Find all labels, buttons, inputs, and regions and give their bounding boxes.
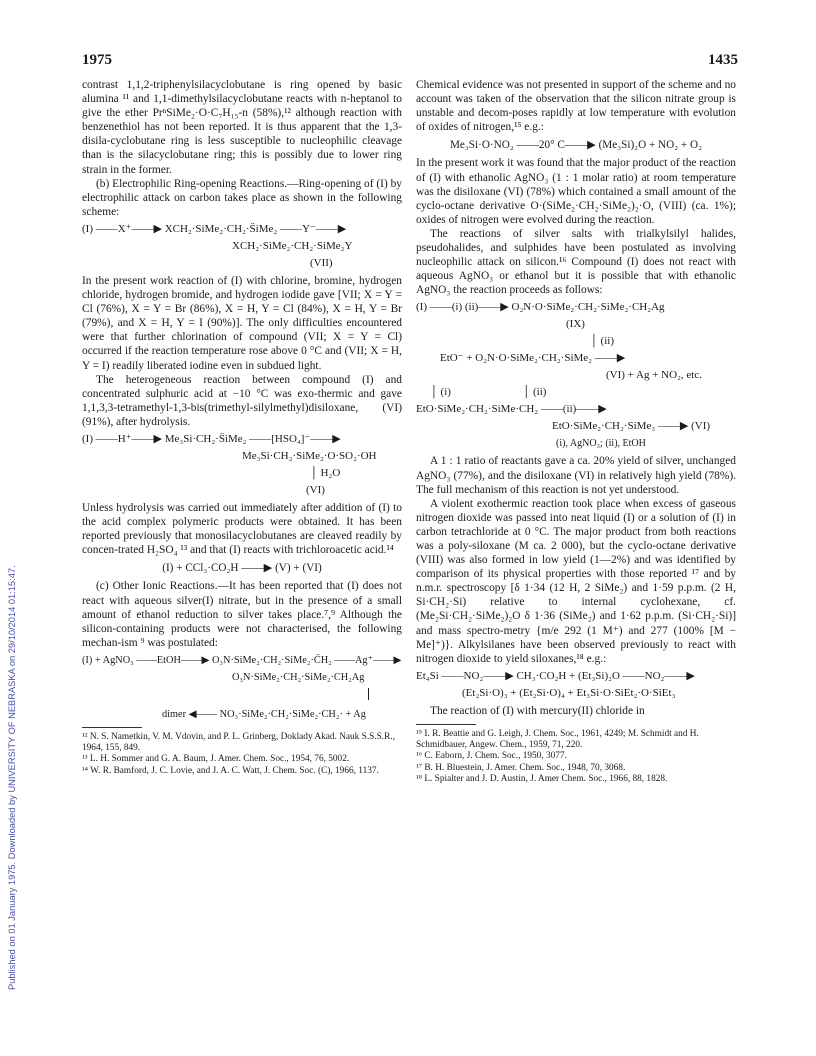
scheme-line: │ (i) │ (ii)	[430, 386, 547, 399]
paragraph: In the present work it was found that the major product of the reaction of (I) with ethanolic AgNO₃ (1 : 1 molar ratio) at room temperature was the disiloxane (VI) (78%) which contained a small amount of the cyclo-octane derivative O·(SiMe₂·CH₂·SiMe₂)₂·O, (VIII) (ca. 1%); oxides of nitrogen were evolved during the reaction.	[416, 157, 736, 226]
scheme-line: (Et₂Si·O)₃ + (Et₂Si·O)₄ + Et₃Si·O·SiEt₂·O·SiEt₃	[462, 686, 676, 699]
left-column	[82, 78, 402, 777]
page-number: 1435	[708, 52, 738, 68]
footnote: ¹⁷ B. H. Bluestein, J. Amer. Chem. Soc., 1948, 70, 3068.	[416, 762, 626, 773]
footnote-rule	[82, 727, 142, 728]
paragraph: The heterogeneous reaction between compound (I) and concentrated sulphuric acid at −10 °C was exo-thermic and gave 1,1,3,3-tetramethyl-1,3-bis(trimethyl-silylmethyl)disiloxane, (VI) (91%), after hydrolysis.	[82, 373, 402, 428]
scheme-arrow	[82, 688, 402, 704]
scheme-key: (i), AgNO₃; (ii), EtOH	[556, 438, 646, 450]
equation: (I) + CCl₃·CO₂H ——▶ (V) + (VI)	[162, 562, 322, 575]
scheme-line: (VI) + Ag + NO₂, etc.	[606, 369, 702, 382]
paragraph: contrast 1,1,2-triphenylsilacyclobutane is ring opened by basic alumina ¹¹ and 1,1-dimethylsilacyclobutane reacts with n-heptanol to give the ether PrⁿSiMe₂·O·C₇H₁₅-n (58%),¹² although reaction with benzenethiol has not been reported. It is thus apparent that the 1,3-disila-cyclobutane ring is less susceptible to nucleophilic cleavage than is the silacyclobutane ring; this is possibly due to lower ring strain in the former.	[82, 79, 402, 176]
paragraph: The reaction of (I) with mercury(II) chloride in	[430, 704, 645, 717]
footnote-rule	[416, 724, 476, 725]
paragraph: A violent exothermic reaction took place when excess of gaseous nitrogen dioxide was passed into neat liquid (I) or a solution of (I) in carbon tetrachloride at 0 °C. The major product from both reactions was a poly-siloxane (M ca. 2 000), but the cyclo-octane derivative (VIII) was also formed in low yield (1—2%) and was identified by comparison of its physical properties with those reported ¹⁷ and by n.m.r. spectroscopy [δ 1·34 (12 H, 2 SiMe₂) and 1·59 p.p.m. (2 H, Si·CH₂·Si) relative to internal cyclohexane, cf. (Me₂Si·CH₂·SiMe₂)₂O δ 1·36 (SiMe₂) and 1·62 p.p.m. (Si·CH₂·Si)] and mass spectro-metry {m/e 292 (1 M⁺) and 277 (100% [M − Me]⁺)}. Alkylsilanes have been observed previously to react with nitrogen dioxide to yield siloxanes,¹⁸ e.g.:	[416, 497, 736, 665]
scheme-line: (I) ——(i) (ii)——▶ O₂N·O·SiMe₂·CH₂·SiMe₂·CH₂Ag	[416, 301, 665, 314]
publication-notice: Published on 01 January 1975. Downloaded by UNIVERSITY OF NEBRASKA on 29/10/2014 01:15:47.	[7, 565, 17, 990]
paragraph: Chemical evidence was not presented in support of the scheme and no account was taken of the observation that the silicon nitrate group is unstable and decom-poses rapidly at low temperature with evolution of oxides of nitrogen,¹⁵ e.g.:	[416, 79, 736, 134]
footnote: ¹² N. S. Nametkin, V. M. Vdovin, and P. L. Grinberg, Doklady Akad. Nauk S.S.S.R., 1964, 155, 849.	[82, 731, 395, 754]
footnote: ¹⁴ W. R. Bamford, J. C. Lovie, and J. A. C. Watt, J. Chem. Soc. (C), 1966, 1137.	[82, 765, 379, 776]
footnote: ¹⁸ L. Spialter and J. D. Austin, J. Amer Chem. Soc., 1966, 88, 1828.	[416, 773, 668, 784]
footnote: ¹³ L. H. Sommer and G. A. Baum, J. Amer. Chem. Soc., 1954, 76, 5002.	[82, 754, 350, 765]
scheme-line: EtO⁻ + O₂N·O·SiMe₂·CH₂·SiMe₂ ——▶	[440, 352, 626, 365]
right-column	[416, 78, 736, 785]
scheme-line: │ H₂O	[310, 466, 341, 479]
paragraph: In the present work reaction of (I) with chlorine, bromine, hydrogen chloride, hydrogen bromide, and hydrogen iodide gave [VII; X = Y = Cl (76%), X = Y = Br (86%), X = H, Y = Cl (84%), X = H, Y = Br (79%), and X = H, Y = I (90%)]. The only difficulties encountered were that further chlorination of compound (VII; X = Y = Cl) occurred if the reaction temperature rose above 0 °C and (VII; X = H, Y = I) readily liberated iodine even in subdued light.	[82, 274, 402, 372]
footnote: ¹⁵ I. R. Beattie and G. Leigh, J. Chem. Soc., 1961, 4249; M. Schmidt and H. Schmidbauer, Angew. Chem., 1959, 71, 220.	[416, 728, 699, 751]
scheme-label: (VII)	[310, 256, 333, 269]
scheme-line: Et₄Si ——NO₂——▶ CH₃·CO₂H + (Et₃Si)₂O ——NO₂——▶	[416, 669, 695, 682]
footnote: ¹⁶ C. Eaborn, J. Chem. Soc., 1950, 3077.	[416, 751, 567, 762]
paragraph: (c) Other Ionic Reactions.—It has been reported that (I) does not react with aqueous silver(I) nitrate, but in the presence of a small amount of ethanol reduction to silver takes place.⁷,⁹ Although the silicon-containing products were not characterised, the following mechan-ism ⁹ was postulated:	[82, 580, 402, 649]
scheme-line: XCH₂·SiMe₂·CH₂·SiMe₂Y	[232, 239, 353, 252]
scheme-line: O₃N·SiMe₂·CH₂·SiMe₂·CH₂Ag	[232, 671, 365, 683]
scheme-line: EtO·SiMe₂·CH₂·SiMe₃ ——▶ (VI)	[552, 420, 711, 433]
header-year: 1975	[82, 52, 112, 68]
scheme-line: dimer ◀—— NO₃·SiMe₂·CH₂·SiMe₂·CH₂· + Ag	[162, 708, 366, 720]
scheme-label: (IX)	[566, 318, 585, 331]
scheme-line: │ (ii)	[590, 335, 614, 348]
scheme-line: (I) ——X⁺——▶ XCH₂·SiMe₂·CH₂·S̈iMe₂ ——Y⁻——▶	[82, 222, 347, 235]
scheme-line: (I) + AgNO₃ ——EtOH——▶ O₃N·SiMe₂·CH₂·SiMe₂·C̄H₂ ——Ag⁺——▶	[82, 654, 402, 666]
scheme-label: (VI)	[306, 483, 325, 496]
paragraph: The reactions of silver salts with trialkylsilyl halides, pseudohalides, and sulphides have been postulated as involving nucleophilic attack on silicon.¹⁶ Compound (I) does not react with aqueous AgNO₃ or ethanol but it is possible that with ethanolic AgNO₃ the reaction proceeds as follows:	[416, 227, 736, 297]
paragraph: Unless hydrolysis was carried out immediately after addition of (I) to the acid complex polymeric products were obtained. It has been reported previously that monosilacyclobutanes are cleaved readily by concen-trated H₂SO₄ ¹³ and that (I) reacts with trichloroacetic acid.¹⁴	[82, 501, 402, 557]
scheme-line: EtO·SiMe₂·CH₂·SiMe·CH₂ ——(ii)——▶	[416, 403, 607, 416]
equation: Me₃Si·O·NO₂ ——20° C——▶ (Me₃Si)₂O + NO₂ + O₂	[449, 139, 703, 152]
scheme-line: Me₃Si·CH₂·SiMe₂·O·SO₂·OH	[242, 449, 377, 462]
scheme-line: (I) ——H⁺——▶ Me₃Si·CH₂·S̈iMe₂ ——[HSO₄]⁻——▶	[82, 432, 341, 445]
paragraph: A 1 : 1 ratio of reactants gave a ca. 20% yield of silver, unchanged AgNO₃ (77%), and the disiloxane (VI) in relatively high yield (78%). The full mechanism of this reaction is not yet understood.	[416, 455, 736, 496]
paragraph: (b) Electrophilic Ring-opening Reactions.—Ring-opening of (I) by electrophilic attack on carbon takes place as shown in the following scheme:	[82, 177, 402, 218]
